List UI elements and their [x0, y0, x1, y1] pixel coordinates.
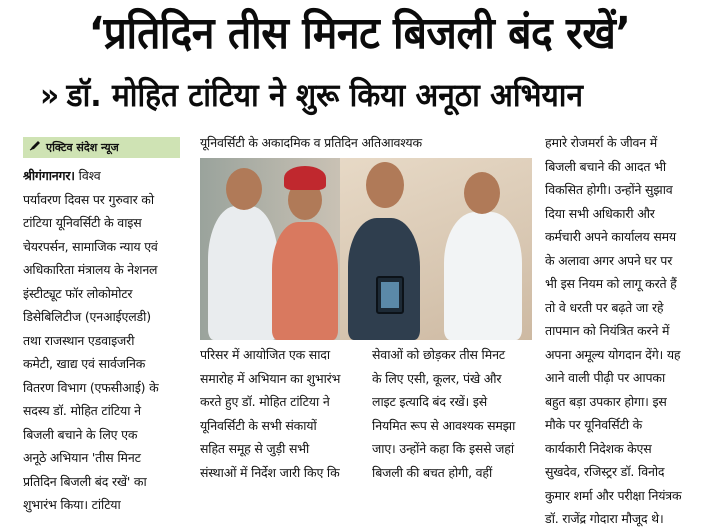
article-line: मौके पर यूनिवर्सिटी के [545, 417, 643, 432]
byline [23, 137, 180, 158]
article-line: शुभारंभ किया। टांटिया [23, 497, 121, 512]
article-line: हमारे रोजमर्रा के जीवन में [545, 135, 658, 150]
article-line: दिया सभी अधिकारी और [545, 205, 655, 221]
article-line: तापमान को नियंत्रित करने में [545, 323, 670, 338]
person-figure [208, 206, 278, 340]
headline: ‘प्रतिदिन तीस मिनट बिजली बंद रखें’ [88, 8, 631, 59]
article-line: टांटिया यूनिवर्सिटी के वाइस [23, 215, 142, 230]
article-line: बिजली की बचत होगी, वहीं [372, 464, 493, 480]
article-line: के लिए एसी, कूलर, पंखे और [372, 370, 502, 386]
article-line: सुखदेव, रजिस्ट्रर डॉ. विनोद [545, 464, 665, 479]
article-line-text: विश्व [74, 168, 101, 183]
person-figure [444, 212, 522, 340]
dateline-place: श्रीगंगानगर। [23, 168, 75, 183]
article-column-4 [545, 131, 707, 531]
person-figure [272, 222, 338, 340]
article-line [23, 164, 183, 188]
article-line: बिजली बचाने की आदत भी [545, 158, 666, 174]
article-line: कार्यकारी निदेशक केएस [545, 440, 652, 456]
article-column-2 [200, 343, 365, 484]
article-line: बहुत बड़ा उपकार होगा। इस [545, 393, 667, 409]
article-column-1 [23, 164, 183, 517]
article-column-3 [372, 343, 532, 484]
person-head [366, 162, 404, 208]
article-line: कमेटी, खाद्य एवं सार्वजनिक [23, 356, 146, 371]
pen-icon [29, 137, 41, 158]
person-head [464, 172, 500, 214]
chevron-right-icon: » [40, 76, 60, 114]
article-line: के अलावा अगर अपने घर पर [545, 252, 673, 268]
article-line: प्रतिदिन बिजली बंद रखें' का [23, 473, 147, 489]
article-column-2-top [200, 131, 532, 155]
article-line: परिसर में आयोजित एक सादा [200, 347, 330, 362]
article-line: भी इस नियम को लागू करते हैं [545, 276, 677, 291]
article-line: सेवाओं को छोड़कर तीस मिनट [372, 347, 505, 362]
article-line: तथा राजस्थान एडवाइजरी [23, 332, 135, 348]
article-line: डिसेबिलिटीज (एनआईएलडी) [23, 309, 151, 324]
article-line: लाइट इत्यादि बंद रखें। इसे [372, 394, 488, 409]
article-line: सदस्य डॉ. मोहित टांटिया ने [23, 403, 141, 418]
article-line: नियमित रूप से आवश्यक समझा [372, 417, 516, 433]
article-line: संस्थाओं में निर्देश जारी किए कि [200, 464, 340, 480]
article-line: अनूठे अभियान 'तीस मिनट [23, 450, 141, 465]
article-line: कर्मचारी अपने कार्यालय समय [545, 229, 676, 244]
article-line: यूनिवर्सिटी के अकादमिक व प्रतिदिन अतिआवश्यक [200, 135, 422, 150]
article-line: वितरण विभाग (एफसीआई) के [23, 379, 159, 395]
article-line: आने वाली पीढ़ी पर आपका [545, 370, 666, 385]
article-line: करते हुए डॉ. मोहित टांटिया ने [200, 394, 330, 409]
article-line: अपना अमूल्य योगदान देंगे। यह [545, 346, 681, 362]
article-line: समारोह में अभियान का शुभारंभ [200, 370, 341, 386]
article-line: अधिकारिता मंत्रालय के नेशनल [23, 262, 158, 277]
news-photo [200, 158, 532, 340]
article-line: यूनिवर्सिटी के सभी संकायों [200, 417, 317, 433]
article-line: पर्यावरण दिवस पर गुरुवार को [23, 191, 154, 207]
article-line: कुमार शर्मा और परीक्षा नियंत्रक [545, 487, 682, 503]
article-line: डॉ. राजेंद्र गोदारा मौजूद थे। [545, 511, 664, 526]
article-line: बिजली बचाने के लिए एक [23, 426, 138, 442]
turban [284, 166, 326, 190]
subheadline-text: डॉ. मोहित टांटिया ने शुरू किया अनूठा अभियान [66, 76, 584, 114]
tablet-device [376, 276, 404, 314]
byline-text: एक्टिव संदेश न्यूज [46, 141, 119, 154]
article-line: सहित समूह से जुड़ी सभी [200, 441, 310, 456]
person-head [226, 168, 262, 210]
subheadline [40, 70, 654, 120]
article-line: इंस्टीट्यूट फॉर लोकोमोटर [23, 285, 133, 301]
article-line: तो वे धरती पर बढ़ते जा रहे [545, 299, 664, 315]
article-line: चेयरपर्सन, सामाजिक न्याय एवं [23, 238, 158, 254]
article-line: विकसित होगी। उन्होंने सुझाव [545, 182, 673, 197]
article-line: जाए। उन्होंने कहा कि इससे जहां [372, 441, 514, 456]
